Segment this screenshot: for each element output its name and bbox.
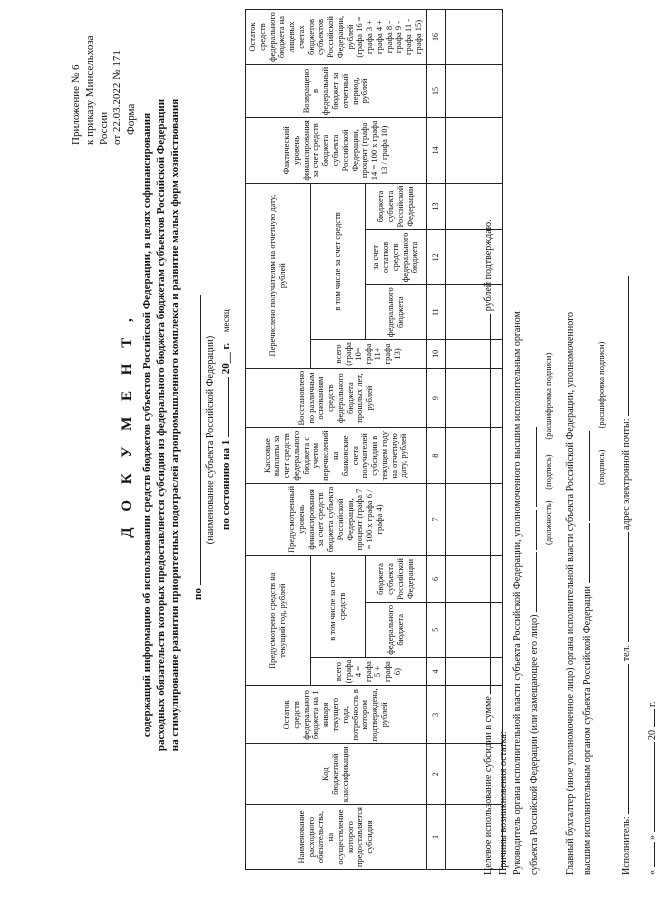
- col9-header: Восстановлено по различным основаниям средств федерального бюджета прошлых лет, рублей: [246, 368, 427, 428]
- target-use-row: [480, 35, 497, 875]
- head-row-2: [526, 35, 543, 875]
- col1-header: Наименование расходного обязательства, на осуществление которого предоставляется субсидия: [246, 805, 427, 870]
- head-row-2-text: субъекта Российской Федерации (или замещающее его лицо): [528, 614, 540, 875]
- doc-subtitle: содержащий информацию об использовании средств бюджетов субъектов Российской Федерации, в целях софинансирования расходных обязательств которых предоставляется субсидия из федерального бюджета бюджетам субъектов Российской Федерации на стимулирование развития приоритетных подотраслей агропромышленного комплекса и развитие малых форм хозяйствования: [140, 98, 182, 752]
- appendix-date: от 22.03.2022 № 171: [111, 50, 124, 145]
- planned-in-number: в том числе: [327, 598, 338, 641]
- email-label: адрес электронной почты:: [620, 418, 632, 530]
- col-number: 8: [426, 428, 445, 483]
- tel-blank[interactable]: [618, 532, 629, 642]
- col8-header: Кассовые выплаты за счет средств федерального бюджета с учетом перечислений на банковские счета получателей субсидии в текущем году на отчетную дату, рублей: [246, 428, 427, 483]
- transferred-group-header: Перечислено получателям на отчетную дату, рублей: [246, 183, 311, 368]
- col-number: 16: [426, 10, 445, 65]
- acc-row-2: [579, 35, 596, 875]
- col7-header: Предусмотренный уровень финансирования за счет средств бюджета субъекта Российской Федерации, процент (графа 7 = 100 x графа 6 / графа 4): [246, 483, 427, 555]
- doc-title: Д О К У М Е Н Т ,: [119, 312, 135, 538]
- form-label: Форма: [125, 103, 137, 135]
- col2-header: Код бюджетной классификации: [246, 744, 427, 805]
- date-day-blank[interactable]: [644, 843, 655, 868]
- col5-header: федерального бюджета: [365, 602, 426, 657]
- col-number: 11: [426, 285, 445, 340]
- subject-caption: (наименование субъекта Российской Федерации): [205, 335, 216, 545]
- date-year-blank[interactable]: [644, 710, 655, 728]
- target-use-amount-blank[interactable]: [480, 314, 491, 694]
- state-line: [218, 309, 232, 530]
- reasons-row: [497, 35, 512, 875]
- date-month-blank[interactable]: [644, 743, 655, 833]
- col-number: 7: [426, 483, 445, 555]
- executor-name-blank[interactable]: [618, 664, 629, 814]
- reasons-label: Причины возникновения остатка:: [497, 731, 509, 875]
- col-number: 5: [426, 602, 445, 657]
- col-number: 2: [426, 744, 445, 805]
- head-decryption-blank[interactable]: [526, 427, 537, 507]
- planned-group-header: Предусмотрено средств на текущий год, рублей: [246, 556, 311, 686]
- date-open-quote: «: [647, 870, 659, 875]
- col-number: 10: [426, 340, 445, 369]
- acc-row-2-text: высшим исполнительным органом субъекта Российской Федерации: [581, 585, 593, 875]
- head-position-blank[interactable]: [526, 552, 537, 612]
- col6-header: бюджета субъекта Российской Федерации: [365, 556, 426, 603]
- col13-header: бюджета субъекта Российской Федерации: [365, 183, 426, 230]
- col4-header: всего (графа 4 = графа 5 + графа 6): [311, 657, 427, 686]
- subject-name-blank[interactable]: [190, 295, 201, 585]
- target-use-suffix: рублей подтверждаю.: [483, 219, 494, 312]
- target-use-prefix: Целевое использование субсидии в сумме: [483, 696, 494, 875]
- date-close-quote: »: [647, 835, 659, 840]
- date-year: 20: [647, 730, 659, 740]
- acc-decryption-blank[interactable]: [579, 431, 590, 521]
- col-number: 14: [426, 118, 445, 183]
- col10-header: всего (графа 10= графа 11+ графа 13): [311, 340, 427, 369]
- head-captions-row: [542, 35, 554, 875]
- footer-block: [480, 35, 661, 875]
- col12-header: за счет остатков средств федерального бюджета: [365, 230, 426, 285]
- col-number: 4: [426, 657, 445, 686]
- col15-header: Возвращено в федеральный бюджет за отчетный период, рублей: [246, 64, 427, 117]
- date-suffix: г.: [647, 701, 659, 707]
- state-month-blank[interactable]: [218, 377, 229, 437]
- planned-sub-header: [311, 556, 366, 658]
- head-row-1: Руководитель органа исполнительной власти субъекта Российской Федерации, уполномоченного высшим исполнительным органом: [512, 311, 523, 875]
- appendix-order: к приказу Минсельхоза России: [83, 35, 110, 145]
- transferred-sub-header: в том числе за счет средств: [311, 183, 366, 340]
- executor-row: [618, 35, 635, 875]
- col-number: 3: [426, 686, 445, 744]
- head-signature-caption: (подпись): [543, 454, 553, 490]
- col-number: 13: [426, 183, 445, 230]
- by-prefix: по: [192, 588, 204, 600]
- col-number: 15: [426, 64, 445, 117]
- col-number: 6: [426, 556, 445, 603]
- column-numbers-row: [426, 10, 445, 870]
- executor-label: Исполнитель:: [620, 816, 632, 875]
- head-decryption-caption: (расшифровка подписи): [543, 352, 553, 440]
- acc-row-1: Главный бухгалтер (иное уполномоченное лицо) органа исполнительной власти субъекта Российской Федерации, уполномоченного: [565, 311, 577, 875]
- acc-captions-row: [595, 35, 607, 875]
- col11-header: федерального бюджета: [365, 285, 426, 340]
- state-month-caption: месяц: [221, 309, 231, 333]
- acc-signature-blank[interactable]: [579, 523, 590, 583]
- head-signature-blank[interactable]: [526, 510, 537, 550]
- acc-decryption-caption: (расшифровка подписи): [596, 341, 607, 429]
- planned-on-account: за счет средств: [327, 572, 347, 621]
- state-prefix: по состоянию на 1: [220, 439, 232, 530]
- appendix-block: [70, 5, 125, 145]
- acc-signature-caption: (подпись): [596, 449, 607, 485]
- col-number: 9: [426, 368, 445, 428]
- col3-header: Остаток средств федерального бюджета на 1 января текущего года, потребность в котором подтверждена, рублей: [246, 686, 427, 744]
- subject-by-line: [190, 295, 204, 600]
- col14-header: Фактический уровень финансирования за счет средств бюджета субъекта Российской Федерации, процент (графа 14 = 100 x графа 13 / графа 10): [246, 118, 427, 183]
- title-block: [118, 95, 182, 755]
- appendix-number: Приложение № 6: [70, 64, 82, 145]
- col16-header: Остаток средств федерального бюджета на лицевых счетах бюджетов субъектов Российской Федерации, рублей (графа 16 = графа 3 + графа 4 + графа 8 - графа 9 - графа 11 - графа 15): [246, 10, 427, 65]
- state-year: 20__ г.: [220, 342, 232, 375]
- email-blank[interactable]: [618, 276, 629, 416]
- col-number: 1: [426, 805, 445, 870]
- head-position-caption: (должность): [543, 500, 553, 545]
- col-number: 12: [426, 230, 445, 285]
- date-row: [644, 35, 661, 875]
- tel-label: тел.: [620, 644, 632, 662]
- report-table: [245, 9, 503, 870]
